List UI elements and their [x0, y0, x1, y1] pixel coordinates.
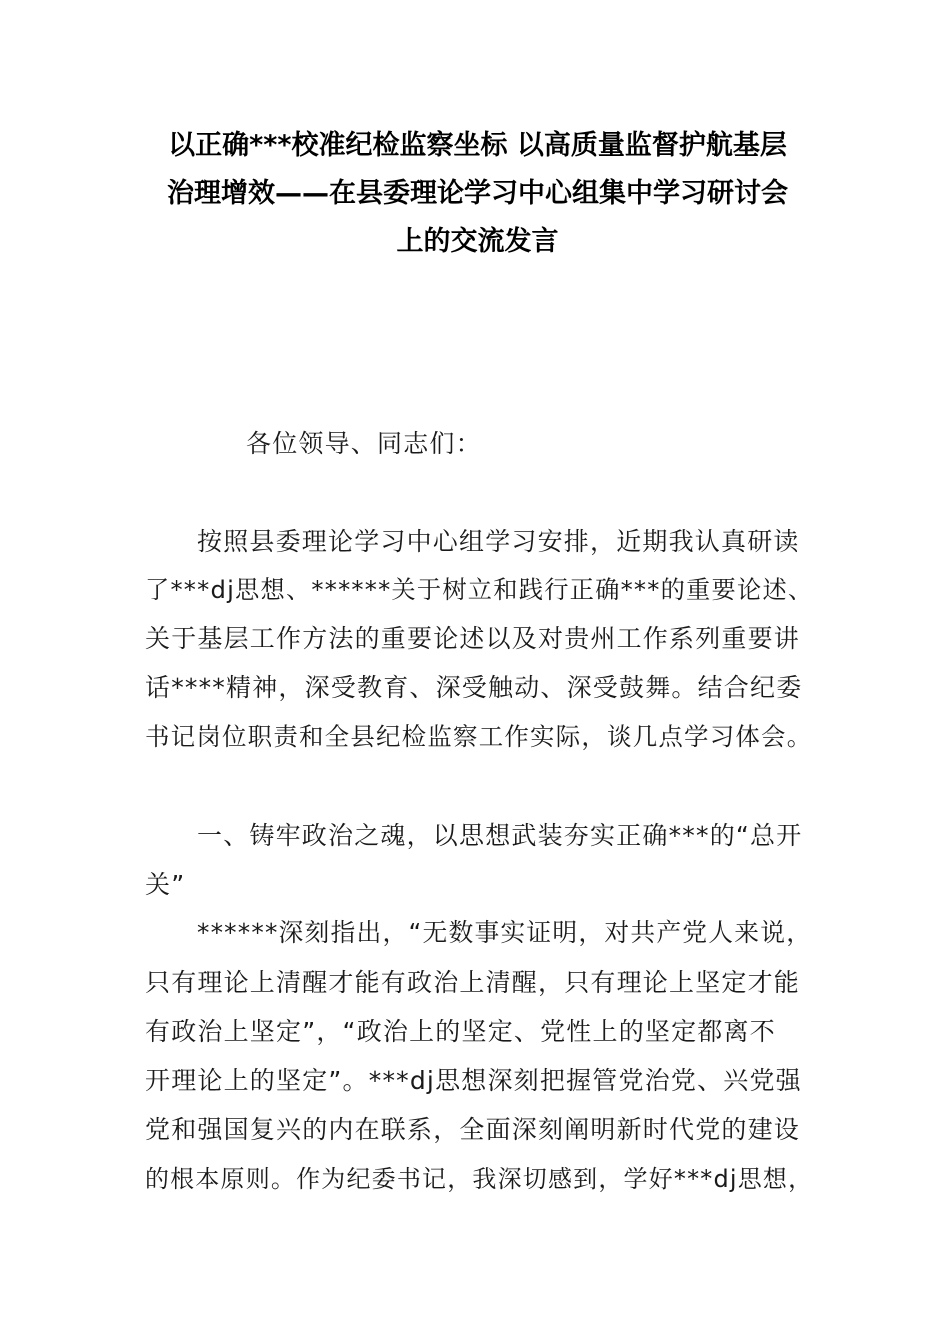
intro-line: 话****精神，深受教育、深受触动、深受鼓舞。结合纪委: [145, 673, 803, 702]
body-line: 只有理论上清醒才能有政治上清醒，只有理论上坚定才能: [145, 968, 801, 997]
section-heading-line: 关”: [145, 870, 186, 899]
section-heading-line: 一、铸牢政治之魂，以思想武装夯实正确***的“总开: [197, 821, 803, 850]
intro-line: 书记岗位职责和全县纪检监察工作实际，谈几点学习体会。: [145, 722, 813, 751]
intro-line: 按照县委理论学习中心组学习安排，近期我认真研读: [197, 527, 800, 556]
body-line: ******深刻指出，“无数事实证明，对共产党人来说，: [197, 918, 813, 947]
body-line: 的根本原则。作为纪委书记，我深切感到，学好***dj思想，: [145, 1165, 814, 1193]
title-line: 上的交流发言: [396, 226, 559, 257]
intro-line: 了***dj思想、******关于树立和践行正确***的重要论述、: [145, 575, 814, 604]
document-title: [145, 122, 810, 266]
body-line: 开理论上的坚定”。***dj思想深刻把握管党治党、兴党强: [145, 1066, 802, 1095]
title-line: 以正确***校准纪检监察坐标 以高质量监督护航基层: [168, 130, 787, 161]
body-line: 有政治上坚定”，“政治上的坚定、党性上的坚定都离不: [145, 1017, 776, 1046]
body-line: 党和强国复兴的内在联系，全面深刻阐明新时代党的建设: [145, 1115, 801, 1144]
intro-line: 关于基层工作方法的重要论述以及对贵州工作系列重要讲: [145, 624, 801, 653]
salutation: 各位领导、同志们：: [246, 429, 482, 458]
title-line: 治理增效——在县委理论学习中心组集中学习研讨会: [167, 178, 788, 209]
